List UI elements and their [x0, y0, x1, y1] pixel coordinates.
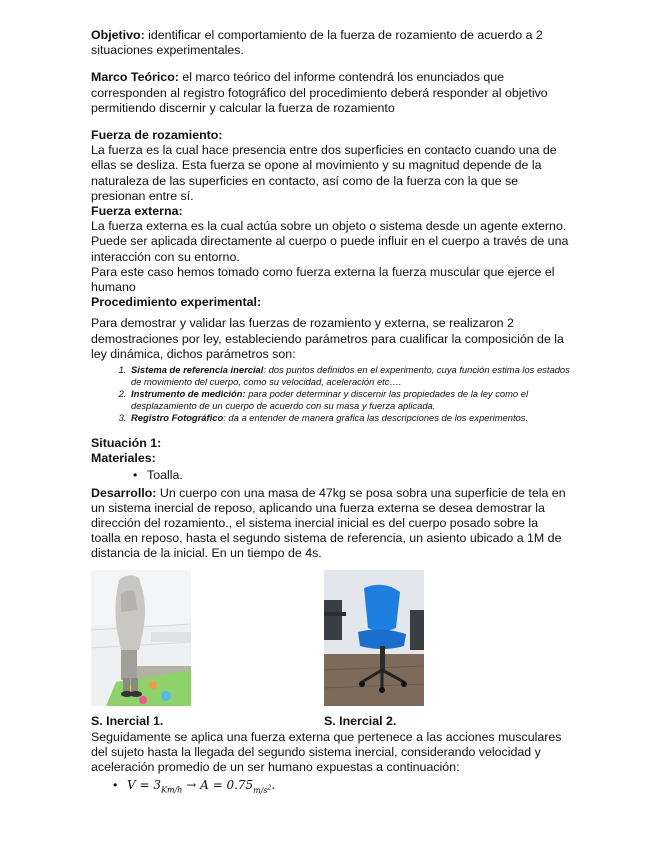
- formula-list: [91, 778, 571, 798]
- document-page: [91, 28, 571, 798]
- photo-inercial-1: [91, 570, 191, 706]
- marco-teorico-text: el marco teórico del informe contendrá los enunciados que corresponden al registro fotográfico del procedimiento deberá responder al objetivo permitiendo discernir y calcular la fuerza de rozamiento: [91, 70, 548, 115]
- parametro-desc: : dos puntos definidos en el experimento, cuya función estima los estados de movimiento del cuerpo, como su velocidad, aceleración etc….: [131, 364, 570, 388]
- parametro-desc: : da a entender de manera grafica las descripciones de los experimentos.: [223, 412, 529, 424]
- formula-v-unit: Km/h: [160, 785, 183, 795]
- fuerza-externa-heading: Fuerza externa:: [91, 204, 183, 219]
- objetivo-text: identificar el comportamiento de la fuerza de rozamiento de acuerdo a 2 situaciones experimentales.: [91, 28, 543, 58]
- seguidamente-paragraph: Seguidamente se aplica una fuerza externa que pertenece a las acciones musculares del sujeto hasta la llegada del segundo sistema inercial, considerando velocidad y aceleración promedio de un ser humano expuestas a continuación:: [91, 729, 562, 775]
- fuerza-rozamiento-heading: Fuerza de rozamiento:: [91, 128, 223, 143]
- fuerza-rozamiento-text: La fuerza es la cual hace presencia entre dos superficies en contacto cuando una de ellas se desliza. Esta fuerza se opone al movimiento y su magnitud depende de la naturaleza de las superficies en contacto, así como de la fuerza con la que se presionan entre sí.: [91, 143, 557, 203]
- formula-a-unit-wrap: [253, 786, 271, 795]
- caption-inercial-1: S. Inercial 1.: [91, 713, 164, 728]
- objetivo-label: Objetivo:: [91, 28, 145, 42]
- materiales-heading: Materiales:: [91, 451, 156, 466]
- parametro-term: Sistema de referencia inercial: [131, 364, 264, 376]
- procedimiento-text: Para demostrar y validar las fuerzas de rozamiento y externa, se realizaron 2 demostraciones por ley, estableciendo parámetros para cualificar la composición de la ley dinámica, dichos parámetros son:: [91, 316, 564, 361]
- formula-end: .: [271, 778, 276, 793]
- materiales-list: [91, 468, 571, 483]
- parametro-item: [129, 364, 571, 388]
- marco-teorico-label: Marco Teórico:: [91, 70, 179, 85]
- parametro-item: [129, 388, 571, 412]
- parametro-term: Registro Fotográfico: [131, 412, 224, 424]
- formula-a-exp: 2: [267, 784, 272, 792]
- material-item: • Toalla.: [149, 468, 571, 483]
- formula-item: [129, 778, 571, 798]
- objetivo-paragraph: [91, 28, 571, 58]
- situacion-heading: Situación 1:: [91, 436, 162, 451]
- formula-arrow-a: → A = 0.75: [182, 778, 254, 793]
- parametro-item: [129, 412, 571, 424]
- caption-row: [91, 714, 571, 730]
- fuerza-externa-text-2: Para este caso hemos tomado como fuerza externa la fuerza muscular que ejerce el humano: [91, 264, 555, 295]
- marco-teorico-paragraph: [91, 70, 571, 116]
- desarrollo-label: Desarrollo:: [91, 485, 157, 500]
- desarrollo-text: Un cuerpo con una masa de 47kg se posa sobra una superficie de tela en un sistema inercial de reposo, aplicando una fuerza externa se desea demostrar la dirección del rozamiento., el sistema inercial inicial es del cuerpo posado sobre la toalla en reposo, hasta el segundo sistema de referencia, un asiento ubicado a 1M de distancia de la inicial. En un tiempo de 4s.: [91, 485, 566, 561]
- caption-inercial-2: S. Inercial 2.: [324, 713, 397, 728]
- parametro-term: Instrumento de medición:: [131, 388, 246, 400]
- formula-a-unit: m/s: [253, 785, 268, 795]
- formula-expression: [127, 778, 276, 795]
- photo-row: [91, 570, 571, 710]
- parametros-list: [91, 364, 571, 424]
- desarrollo-paragraph: [91, 486, 571, 562]
- procedimiento-heading: Procedimiento experimental:: [91, 295, 262, 310]
- photo-inercial-2: [324, 570, 424, 706]
- fuerza-externa-text: La fuerza externa es la cual actúa sobre un objeto o sistema desde un agente externo. Puede ser aplicada directamente al cuerpo o puede influir en el cuerpo a través de una interacción con su entorno.: [91, 219, 569, 264]
- parametro-desc: para poder determinar y discernir las propiedades de la ley como el desplazamiento de un cuerpo de acuerdo con su masa y fuerza aplicada.: [131, 388, 529, 412]
- formula-v: V = 3: [127, 778, 161, 793]
